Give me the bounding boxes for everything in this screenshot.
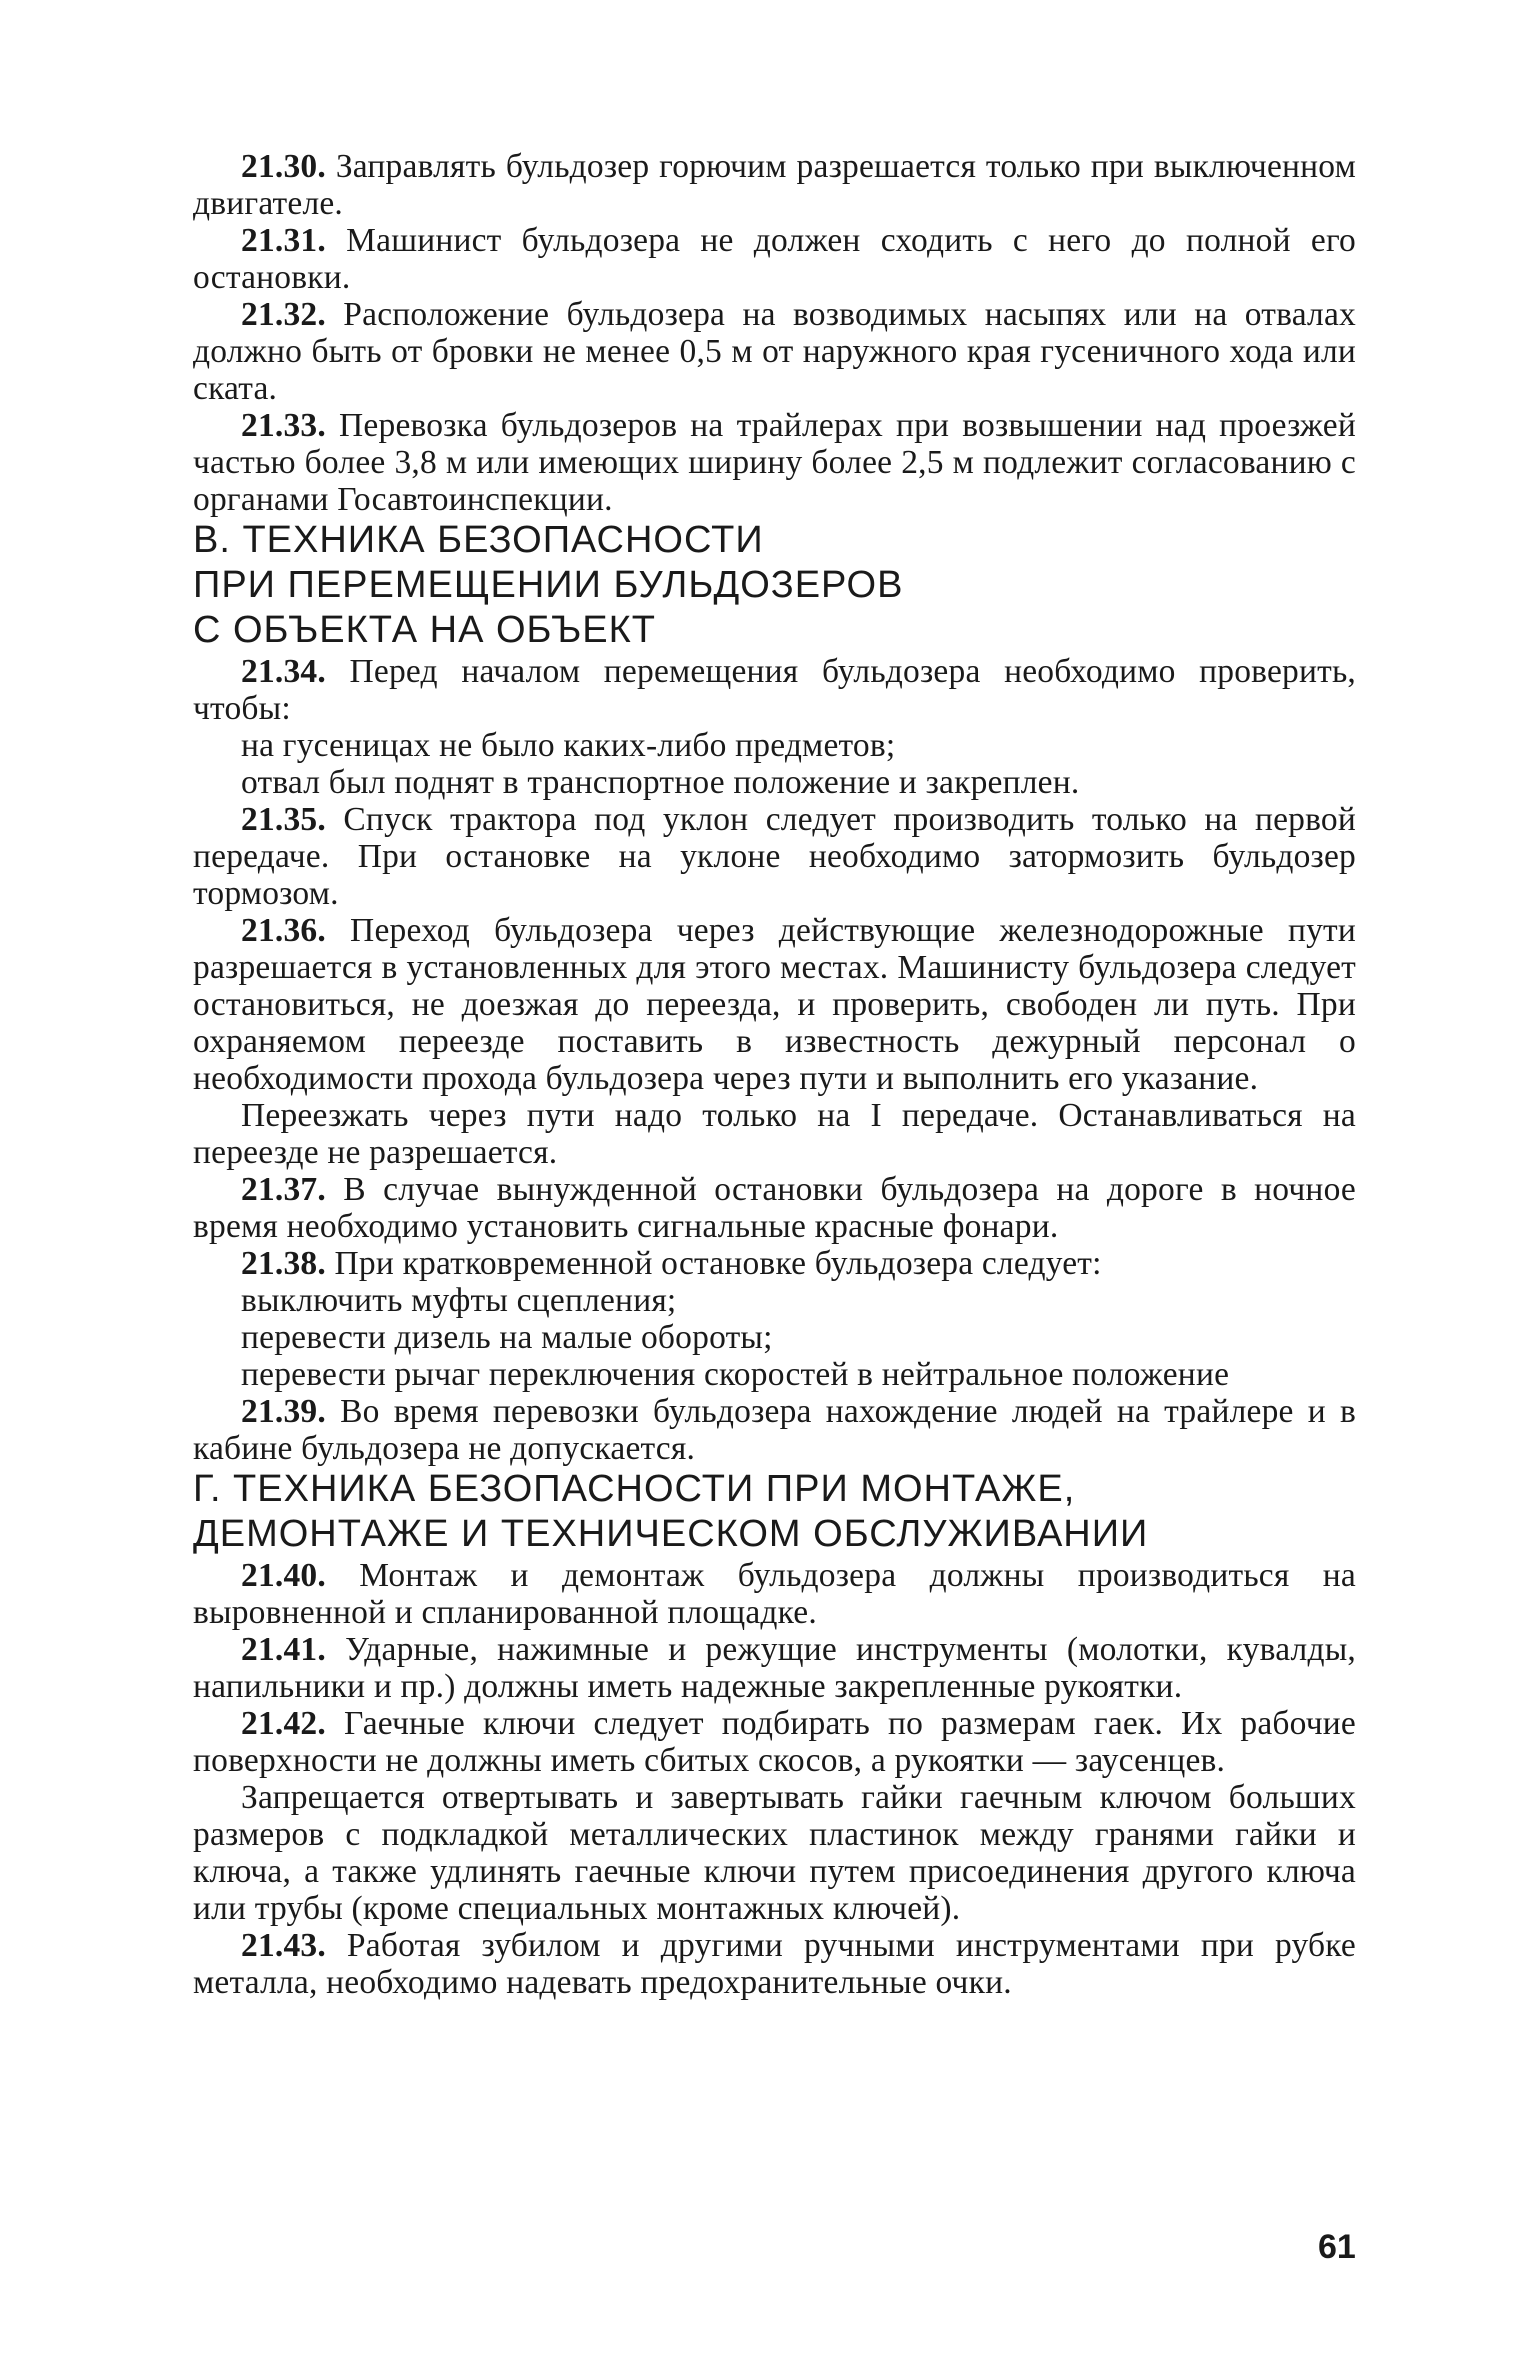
clause-number: 21.32. bbox=[241, 296, 326, 333]
clause-number: 21.33. bbox=[241, 407, 326, 444]
clause-text: Расположение бульдозера на возводимых насыпях или на отвалах должно быть от бровки не менее 0,5 м от наружного края гусеничного хода или ската. bbox=[193, 296, 1356, 407]
list-item: перевести дизель на малые обороты; bbox=[241, 1319, 773, 1356]
list-item: отвал был поднят в транспортное положение и закреплен. bbox=[241, 764, 1080, 801]
paragraph-21-32 bbox=[193, 296, 1356, 407]
clause-number: 21.39. bbox=[241, 1393, 326, 1430]
section-heading-v bbox=[193, 518, 1356, 653]
clause-text: Спуск трактора под уклон следует производить только на первой передаче. При остановке на уклоне необходимо затормозить бульдозер тормозом. bbox=[193, 801, 1356, 912]
paragraph-21-30 bbox=[193, 148, 1356, 222]
clause-number: 21.38. bbox=[241, 1245, 326, 1282]
paragraph-21-38 bbox=[193, 1245, 1356, 1282]
paragraph-21-36 bbox=[193, 912, 1356, 1097]
paragraph-21-39 bbox=[193, 1393, 1356, 1467]
clause-number: 21.30. bbox=[241, 148, 326, 185]
clause-text: Работая зубилом и другими ручными инструментами при рубке металла, необходимо надевать предохранительные очки. bbox=[193, 1927, 1356, 2001]
section-heading-line: ПРИ ПЕРЕМЕЩЕНИИ БУЛЬДОЗЕРОВ bbox=[193, 564, 904, 606]
clause-text: Заправлять бульдозер горючим разрешается только при выключенном двигателе. bbox=[193, 148, 1357, 222]
clause-number: 21.34. bbox=[241, 653, 326, 690]
clause-text: Машинист бульдозера не должен сходить с него до полной его остановки. bbox=[193, 222, 1357, 296]
clause-text: Перевозка бульдозеров на трайлерах при возвышении над проезжей частью более 3,8 м или имеющих ширину более 2,5 м подлежит согласованию с органами Госавтоинспекции. bbox=[193, 407, 1357, 518]
paragraph-21-42 bbox=[193, 1705, 1356, 1779]
paragraph-21-41 bbox=[193, 1631, 1356, 1705]
clause-text: Ударные, нажимные и режущие инструменты (молотки, кувалды, напильники и пр.) должны иметь надежные закрепленные рукоятки. bbox=[193, 1631, 1356, 1705]
section-heading-g bbox=[193, 1467, 1356, 1557]
clause-text: При кратковременной остановке бульдозера следует: bbox=[334, 1245, 1102, 1282]
list-item: перевести рычаг переключения скоростей в нейтральное положение bbox=[241, 1356, 1230, 1393]
section-heading-line: В. ТЕХНИКА БЕЗОПАСНОСТИ bbox=[193, 519, 764, 561]
paragraph-21-43 bbox=[193, 1927, 1356, 2001]
clause-number: 21.43. bbox=[241, 1927, 326, 1964]
clause-number: 21.31. bbox=[241, 222, 326, 259]
clause-number: 21.41. bbox=[241, 1631, 326, 1668]
clause-text: Во время перевозки бульдозера нахождение людей на трайлере и в кабине бульдозера не допускается. bbox=[193, 1393, 1356, 1467]
page-number: 61 bbox=[1318, 2228, 1356, 2266]
paragraph-21-40 bbox=[193, 1557, 1356, 1631]
paragraph-21-36-continuation: Переезжать через пути надо только на I передаче. Останавливаться на переезде не разрешается. bbox=[193, 1097, 1356, 1171]
clause-text: Перед началом перемещения бульдозера необходимо проверить, чтобы: bbox=[193, 653, 1357, 727]
clause-number: 21.40. bbox=[241, 1557, 326, 1594]
clause-text: В случае вынужденной остановки бульдозера на дороге в ночное время необходимо установить сигнальные красные фонари. bbox=[193, 1171, 1356, 1245]
paragraph-21-42-continuation: Запрещается отвертывать и завертывать гайки гаечным ключом больших размеров с подкладкой металлических пластинок между гранями гайки и ключа, а также удлинять гаечные ключи путем присоединения другого ключа или трубы (кроме специальных монтажных ключей). bbox=[193, 1779, 1356, 1927]
clause-number: 21.42. bbox=[241, 1705, 326, 1742]
paragraph-21-33 bbox=[193, 407, 1356, 518]
section-heading-line: ДЕМОНТАЖЕ И ТЕХНИЧЕСКОМ ОБСЛУЖИВАНИИ bbox=[193, 1513, 1149, 1555]
list-item: на гусеницах не было каких-либо предметов; bbox=[241, 727, 896, 764]
page-body bbox=[193, 148, 1356, 2001]
section-heading-line: Г. ТЕХНИКА БЕЗОПАСНОСТИ ПРИ МОНТАЖЕ, bbox=[193, 1468, 1076, 1510]
paragraph-21-34 bbox=[193, 653, 1356, 727]
clause-text: Переход бульдозера через действующие железнодорожные пути разрешается в установленных для этого местах. Машинисту бульдозера следует остановиться, не доезжая до переезда, и проверить, свободен ли путь. При охраняемом переезде поставить в известность дежурный персонал о необходимости прохода бульдозера через пути и выполнить его указание. bbox=[193, 912, 1356, 1097]
clause-number: 21.36. bbox=[241, 912, 326, 949]
paragraph-21-37 bbox=[193, 1171, 1356, 1245]
paragraph-21-31 bbox=[193, 222, 1356, 296]
clause-number: 21.37. bbox=[241, 1171, 326, 1208]
list-item: выключить муфты сцепления; bbox=[241, 1282, 677, 1319]
clause-text: Гаечные ключи следует подбирать по размерам гаек. Их рабочие поверхности не должны иметь сбитых скосов, а рукоятки — заусенцев. bbox=[193, 1705, 1356, 1779]
clause-text: Монтаж и демонтаж бульдозера должны производиться на выровненной и спланированной площадке. bbox=[193, 1557, 1357, 1631]
paragraph-21-35 bbox=[193, 801, 1356, 912]
clause-number: 21.35. bbox=[241, 801, 326, 838]
section-heading-line: С ОБЪЕКТА НА ОБЪЕКТ bbox=[193, 609, 656, 651]
